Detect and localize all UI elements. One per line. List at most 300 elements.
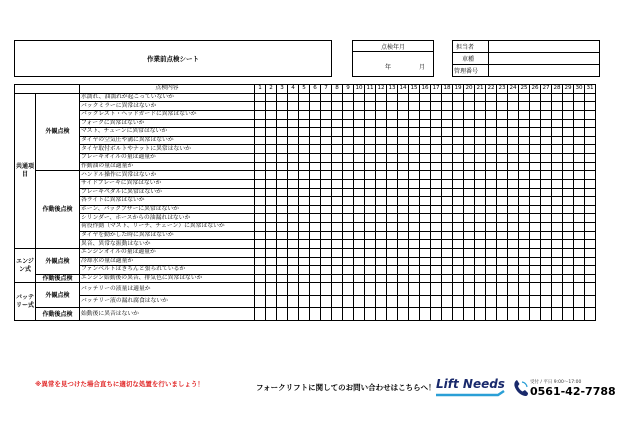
check-cell[interactable]: [332, 179, 343, 188]
check-cell[interactable]: [431, 136, 442, 145]
check-cell[interactable]: [255, 102, 266, 111]
check-cell[interactable]: [255, 145, 266, 154]
check-cell[interactable]: [376, 136, 387, 145]
check-cell[interactable]: [530, 248, 541, 257]
check-cell[interactable]: [464, 240, 475, 249]
check-cell[interactable]: [420, 171, 431, 180]
check-cell[interactable]: [453, 257, 464, 266]
check-cell[interactable]: [409, 295, 420, 308]
check-cell[interactable]: [365, 283, 376, 296]
check-cell[interactable]: [574, 93, 585, 102]
check-cell[interactable]: [530, 283, 541, 296]
check-cell[interactable]: [420, 188, 431, 197]
check-cell[interactable]: [376, 283, 387, 296]
check-cell[interactable]: [530, 240, 541, 249]
check-cell[interactable]: [442, 162, 453, 171]
check-cell[interactable]: [420, 179, 431, 188]
check-cell[interactable]: [497, 93, 508, 102]
check-cell[interactable]: [343, 197, 354, 206]
check-cell[interactable]: [398, 223, 409, 232]
check-cell[interactable]: [332, 231, 343, 240]
check-cell[interactable]: [387, 110, 398, 119]
check-cell[interactable]: [464, 110, 475, 119]
check-cell[interactable]: [431, 283, 442, 296]
check-cell[interactable]: [321, 93, 332, 102]
check-cell[interactable]: [266, 145, 277, 154]
check-cell[interactable]: [409, 257, 420, 266]
check-cell[interactable]: [585, 188, 596, 197]
check-cell[interactable]: [343, 205, 354, 214]
check-cell[interactable]: [354, 197, 365, 206]
check-cell[interactable]: [332, 154, 343, 163]
check-cell[interactable]: [310, 205, 321, 214]
check-cell[interactable]: [354, 145, 365, 154]
check-cell[interactable]: [310, 154, 321, 163]
check-cell[interactable]: [464, 205, 475, 214]
check-cell[interactable]: [332, 188, 343, 197]
check-cell[interactable]: [552, 110, 563, 119]
check-cell[interactable]: [464, 223, 475, 232]
check-cell[interactable]: [453, 266, 464, 275]
check-cell[interactable]: [354, 162, 365, 171]
check-cell[interactable]: [332, 308, 343, 321]
check-cell[interactable]: [299, 110, 310, 119]
check-cell[interactable]: [530, 110, 541, 119]
check-cell[interactable]: [409, 119, 420, 128]
check-cell[interactable]: [585, 179, 596, 188]
check-cell[interactable]: [563, 128, 574, 137]
check-cell[interactable]: [442, 266, 453, 275]
check-cell[interactable]: [398, 308, 409, 321]
check-cell[interactable]: [299, 283, 310, 296]
check-cell[interactable]: [332, 162, 343, 171]
check-cell[interactable]: [343, 231, 354, 240]
check-cell[interactable]: [398, 248, 409, 257]
check-cell[interactable]: [376, 214, 387, 223]
check-cell[interactable]: [266, 179, 277, 188]
check-cell[interactable]: [354, 223, 365, 232]
check-cell[interactable]: [387, 128, 398, 137]
check-cell[interactable]: [574, 223, 585, 232]
check-cell[interactable]: [486, 154, 497, 163]
check-cell[interactable]: [574, 128, 585, 137]
check-cell[interactable]: [266, 214, 277, 223]
check-cell[interactable]: [431, 257, 442, 266]
check-cell[interactable]: [431, 179, 442, 188]
check-cell[interactable]: [398, 188, 409, 197]
check-cell[interactable]: [464, 248, 475, 257]
check-cell[interactable]: [519, 240, 530, 249]
check-cell[interactable]: [464, 93, 475, 102]
check-cell[interactable]: [321, 205, 332, 214]
check-cell[interactable]: [365, 136, 376, 145]
check-cell[interactable]: [310, 231, 321, 240]
check-cell[interactable]: [266, 93, 277, 102]
check-cell[interactable]: [442, 295, 453, 308]
check-cell[interactable]: [277, 179, 288, 188]
check-cell[interactable]: [343, 308, 354, 321]
check-cell[interactable]: [530, 231, 541, 240]
check-cell[interactable]: [486, 266, 497, 275]
check-cell[interactable]: [321, 145, 332, 154]
check-cell[interactable]: [431, 145, 442, 154]
check-cell[interactable]: [497, 102, 508, 111]
check-cell[interactable]: [420, 257, 431, 266]
check-cell[interactable]: [453, 179, 464, 188]
check-cell[interactable]: [453, 308, 464, 321]
check-cell[interactable]: [299, 295, 310, 308]
check-cell[interactable]: [277, 274, 288, 283]
check-cell[interactable]: [310, 145, 321, 154]
check-cell[interactable]: [519, 283, 530, 296]
check-cell[interactable]: [376, 308, 387, 321]
check-cell[interactable]: [354, 283, 365, 296]
check-cell[interactable]: [310, 295, 321, 308]
check-cell[interactable]: [530, 214, 541, 223]
check-cell[interactable]: [431, 274, 442, 283]
check-cell[interactable]: [442, 188, 453, 197]
check-cell[interactable]: [420, 231, 431, 240]
check-cell[interactable]: [585, 308, 596, 321]
check-cell[interactable]: [277, 240, 288, 249]
check-cell[interactable]: [486, 295, 497, 308]
check-cell[interactable]: [519, 179, 530, 188]
check-cell[interactable]: [574, 274, 585, 283]
check-cell[interactable]: [453, 93, 464, 102]
check-cell[interactable]: [354, 128, 365, 137]
check-cell[interactable]: [354, 93, 365, 102]
check-cell[interactable]: [255, 162, 266, 171]
check-cell[interactable]: [310, 248, 321, 257]
check-cell[interactable]: [255, 136, 266, 145]
check-cell[interactable]: [475, 102, 486, 111]
check-cell[interactable]: [497, 162, 508, 171]
check-cell[interactable]: [541, 197, 552, 206]
check-cell[interactable]: [277, 257, 288, 266]
check-cell[interactable]: [420, 266, 431, 275]
check-cell[interactable]: [387, 214, 398, 223]
check-cell[interactable]: [508, 214, 519, 223]
check-cell[interactable]: [343, 110, 354, 119]
check-cell[interactable]: [387, 188, 398, 197]
check-cell[interactable]: [310, 128, 321, 137]
check-cell[interactable]: [497, 214, 508, 223]
check-cell[interactable]: [464, 295, 475, 308]
check-cell[interactable]: [442, 283, 453, 296]
check-cell[interactable]: [277, 295, 288, 308]
check-cell[interactable]: [519, 102, 530, 111]
check-cell[interactable]: [464, 274, 475, 283]
check-cell[interactable]: [552, 223, 563, 232]
check-cell[interactable]: [321, 110, 332, 119]
check-cell[interactable]: [519, 136, 530, 145]
check-cell[interactable]: [299, 257, 310, 266]
check-cell[interactable]: [475, 110, 486, 119]
check-cell[interactable]: [387, 205, 398, 214]
check-cell[interactable]: [552, 119, 563, 128]
check-cell[interactable]: [321, 266, 332, 275]
check-cell[interactable]: [475, 257, 486, 266]
check-cell[interactable]: [354, 308, 365, 321]
check-cell[interactable]: [288, 110, 299, 119]
check-cell[interactable]: [541, 257, 552, 266]
check-cell[interactable]: [299, 145, 310, 154]
check-cell[interactable]: [585, 274, 596, 283]
check-cell[interactable]: [475, 179, 486, 188]
check-cell[interactable]: [464, 257, 475, 266]
check-cell[interactable]: [365, 231, 376, 240]
check-cell[interactable]: [365, 257, 376, 266]
check-cell[interactable]: [541, 162, 552, 171]
check-cell[interactable]: [585, 154, 596, 163]
check-cell[interactable]: [585, 248, 596, 257]
check-cell[interactable]: [574, 205, 585, 214]
check-cell[interactable]: [387, 136, 398, 145]
check-cell[interactable]: [310, 179, 321, 188]
check-cell[interactable]: [530, 257, 541, 266]
check-cell[interactable]: [288, 257, 299, 266]
check-cell[interactable]: [508, 205, 519, 214]
check-cell[interactable]: [343, 248, 354, 257]
check-cell[interactable]: [332, 136, 343, 145]
check-cell[interactable]: [299, 136, 310, 145]
check-cell[interactable]: [585, 266, 596, 275]
check-cell[interactable]: [343, 214, 354, 223]
check-cell[interactable]: [530, 274, 541, 283]
check-cell[interactable]: [332, 240, 343, 249]
check-cell[interactable]: [563, 231, 574, 240]
check-cell[interactable]: [255, 93, 266, 102]
check-cell[interactable]: [321, 231, 332, 240]
check-cell[interactable]: [442, 197, 453, 206]
check-cell[interactable]: [332, 205, 343, 214]
check-cell[interactable]: [354, 179, 365, 188]
check-cell[interactable]: [354, 295, 365, 308]
check-cell[interactable]: [431, 110, 442, 119]
check-cell[interactable]: [255, 214, 266, 223]
check-cell[interactable]: [497, 179, 508, 188]
check-cell[interactable]: [475, 240, 486, 249]
check-cell[interactable]: [431, 308, 442, 321]
check-cell[interactable]: [255, 179, 266, 188]
check-cell[interactable]: [563, 248, 574, 257]
check-cell[interactable]: [387, 197, 398, 206]
check-cell[interactable]: [486, 231, 497, 240]
check-cell[interactable]: [332, 248, 343, 257]
check-cell[interactable]: [486, 179, 497, 188]
check-cell[interactable]: [585, 197, 596, 206]
check-cell[interactable]: [497, 266, 508, 275]
check-cell[interactable]: [574, 295, 585, 308]
check-cell[interactable]: [354, 171, 365, 180]
check-cell[interactable]: [552, 308, 563, 321]
check-cell[interactable]: [530, 197, 541, 206]
check-cell[interactable]: [574, 283, 585, 296]
check-cell[interactable]: [585, 110, 596, 119]
check-cell[interactable]: [321, 214, 332, 223]
check-cell[interactable]: [299, 197, 310, 206]
check-cell[interactable]: [541, 102, 552, 111]
check-cell[interactable]: [585, 102, 596, 111]
check-cell[interactable]: [442, 179, 453, 188]
check-cell[interactable]: [288, 162, 299, 171]
check-cell[interactable]: [376, 266, 387, 275]
check-cell[interactable]: [552, 93, 563, 102]
check-cell[interactable]: [332, 283, 343, 296]
check-cell[interactable]: [387, 102, 398, 111]
check-cell[interactable]: [585, 240, 596, 249]
check-cell[interactable]: [574, 154, 585, 163]
check-cell[interactable]: [563, 205, 574, 214]
check-cell[interactable]: [453, 136, 464, 145]
check-cell[interactable]: [552, 154, 563, 163]
check-cell[interactable]: [530, 188, 541, 197]
check-cell[interactable]: [541, 231, 552, 240]
check-cell[interactable]: [354, 240, 365, 249]
check-cell[interactable]: [530, 266, 541, 275]
check-cell[interactable]: [343, 93, 354, 102]
check-cell[interactable]: [574, 240, 585, 249]
check-cell[interactable]: [288, 119, 299, 128]
check-cell[interactable]: [376, 188, 387, 197]
check-cell[interactable]: [365, 93, 376, 102]
check-cell[interactable]: [398, 214, 409, 223]
check-cell[interactable]: [299, 162, 310, 171]
check-cell[interactable]: [475, 223, 486, 232]
check-cell[interactable]: [277, 231, 288, 240]
check-cell[interactable]: [420, 145, 431, 154]
check-cell[interactable]: [354, 154, 365, 163]
check-cell[interactable]: [409, 266, 420, 275]
check-cell[interactable]: [508, 240, 519, 249]
check-cell[interactable]: [563, 240, 574, 249]
check-cell[interactable]: [486, 283, 497, 296]
check-cell[interactable]: [343, 257, 354, 266]
check-cell[interactable]: [574, 188, 585, 197]
check-cell[interactable]: [277, 188, 288, 197]
check-cell[interactable]: [563, 223, 574, 232]
check-cell[interactable]: [574, 110, 585, 119]
check-cell[interactable]: [563, 257, 574, 266]
check-cell[interactable]: [365, 171, 376, 180]
check-cell[interactable]: [343, 128, 354, 137]
check-cell[interactable]: [310, 223, 321, 232]
check-cell[interactable]: [387, 308, 398, 321]
check-cell[interactable]: [475, 308, 486, 321]
check-cell[interactable]: [409, 128, 420, 137]
check-cell[interactable]: [266, 231, 277, 240]
check-cell[interactable]: [431, 154, 442, 163]
check-cell[interactable]: [409, 154, 420, 163]
check-cell[interactable]: [475, 295, 486, 308]
check-cell[interactable]: [387, 145, 398, 154]
check-cell[interactable]: [475, 128, 486, 137]
check-cell[interactable]: [387, 283, 398, 296]
check-cell[interactable]: [585, 283, 596, 296]
check-cell[interactable]: [255, 283, 266, 296]
check-cell[interactable]: [574, 102, 585, 111]
check-cell[interactable]: [475, 136, 486, 145]
check-cell[interactable]: [541, 188, 552, 197]
check-cell[interactable]: [387, 154, 398, 163]
check-cell[interactable]: [266, 223, 277, 232]
check-cell[interactable]: [552, 162, 563, 171]
check-cell[interactable]: [431, 214, 442, 223]
check-cell[interactable]: [574, 136, 585, 145]
check-cell[interactable]: [409, 274, 420, 283]
check-cell[interactable]: [431, 171, 442, 180]
check-cell[interactable]: [585, 171, 596, 180]
check-cell[interactable]: [563, 154, 574, 163]
check-cell[interactable]: [299, 308, 310, 321]
check-cell[interactable]: [420, 162, 431, 171]
check-cell[interactable]: [310, 93, 321, 102]
check-cell[interactable]: [266, 308, 277, 321]
check-cell[interactable]: [552, 136, 563, 145]
check-cell[interactable]: [354, 188, 365, 197]
check-cell[interactable]: [321, 240, 332, 249]
check-cell[interactable]: [266, 128, 277, 137]
check-cell[interactable]: [486, 171, 497, 180]
check-cell[interactable]: [321, 188, 332, 197]
check-cell[interactable]: [310, 110, 321, 119]
check-cell[interactable]: [552, 240, 563, 249]
check-cell[interactable]: [475, 283, 486, 296]
check-cell[interactable]: [277, 102, 288, 111]
check-cell[interactable]: [409, 205, 420, 214]
check-cell[interactable]: [376, 240, 387, 249]
check-cell[interactable]: [464, 136, 475, 145]
check-cell[interactable]: [563, 145, 574, 154]
check-cell[interactable]: [552, 128, 563, 137]
check-cell[interactable]: [519, 188, 530, 197]
check-cell[interactable]: [398, 110, 409, 119]
check-cell[interactable]: [453, 171, 464, 180]
check-cell[interactable]: [585, 205, 596, 214]
check-cell[interactable]: [409, 171, 420, 180]
check-cell[interactable]: [288, 205, 299, 214]
check-cell[interactable]: [530, 93, 541, 102]
check-cell[interactable]: [442, 119, 453, 128]
check-cell[interactable]: [442, 214, 453, 223]
check-cell[interactable]: [354, 231, 365, 240]
check-cell[interactable]: [387, 93, 398, 102]
check-cell[interactable]: [288, 93, 299, 102]
check-cell[interactable]: [266, 110, 277, 119]
check-cell[interactable]: [420, 295, 431, 308]
check-cell[interactable]: [266, 154, 277, 163]
check-cell[interactable]: [277, 110, 288, 119]
check-cell[interactable]: [299, 128, 310, 137]
check-cell[interactable]: [354, 119, 365, 128]
check-cell[interactable]: [431, 162, 442, 171]
check-cell[interactable]: [420, 205, 431, 214]
check-cell[interactable]: [453, 128, 464, 137]
check-cell[interactable]: [508, 188, 519, 197]
check-cell[interactable]: [497, 154, 508, 163]
check-cell[interactable]: [365, 145, 376, 154]
check-cell[interactable]: [508, 93, 519, 102]
check-cell[interactable]: [541, 223, 552, 232]
check-cell[interactable]: [332, 171, 343, 180]
check-cell[interactable]: [332, 223, 343, 232]
check-cell[interactable]: [277, 145, 288, 154]
check-cell[interactable]: [321, 119, 332, 128]
check-cell[interactable]: [497, 136, 508, 145]
check-cell[interactable]: [508, 295, 519, 308]
check-cell[interactable]: [530, 128, 541, 137]
check-cell[interactable]: [574, 197, 585, 206]
